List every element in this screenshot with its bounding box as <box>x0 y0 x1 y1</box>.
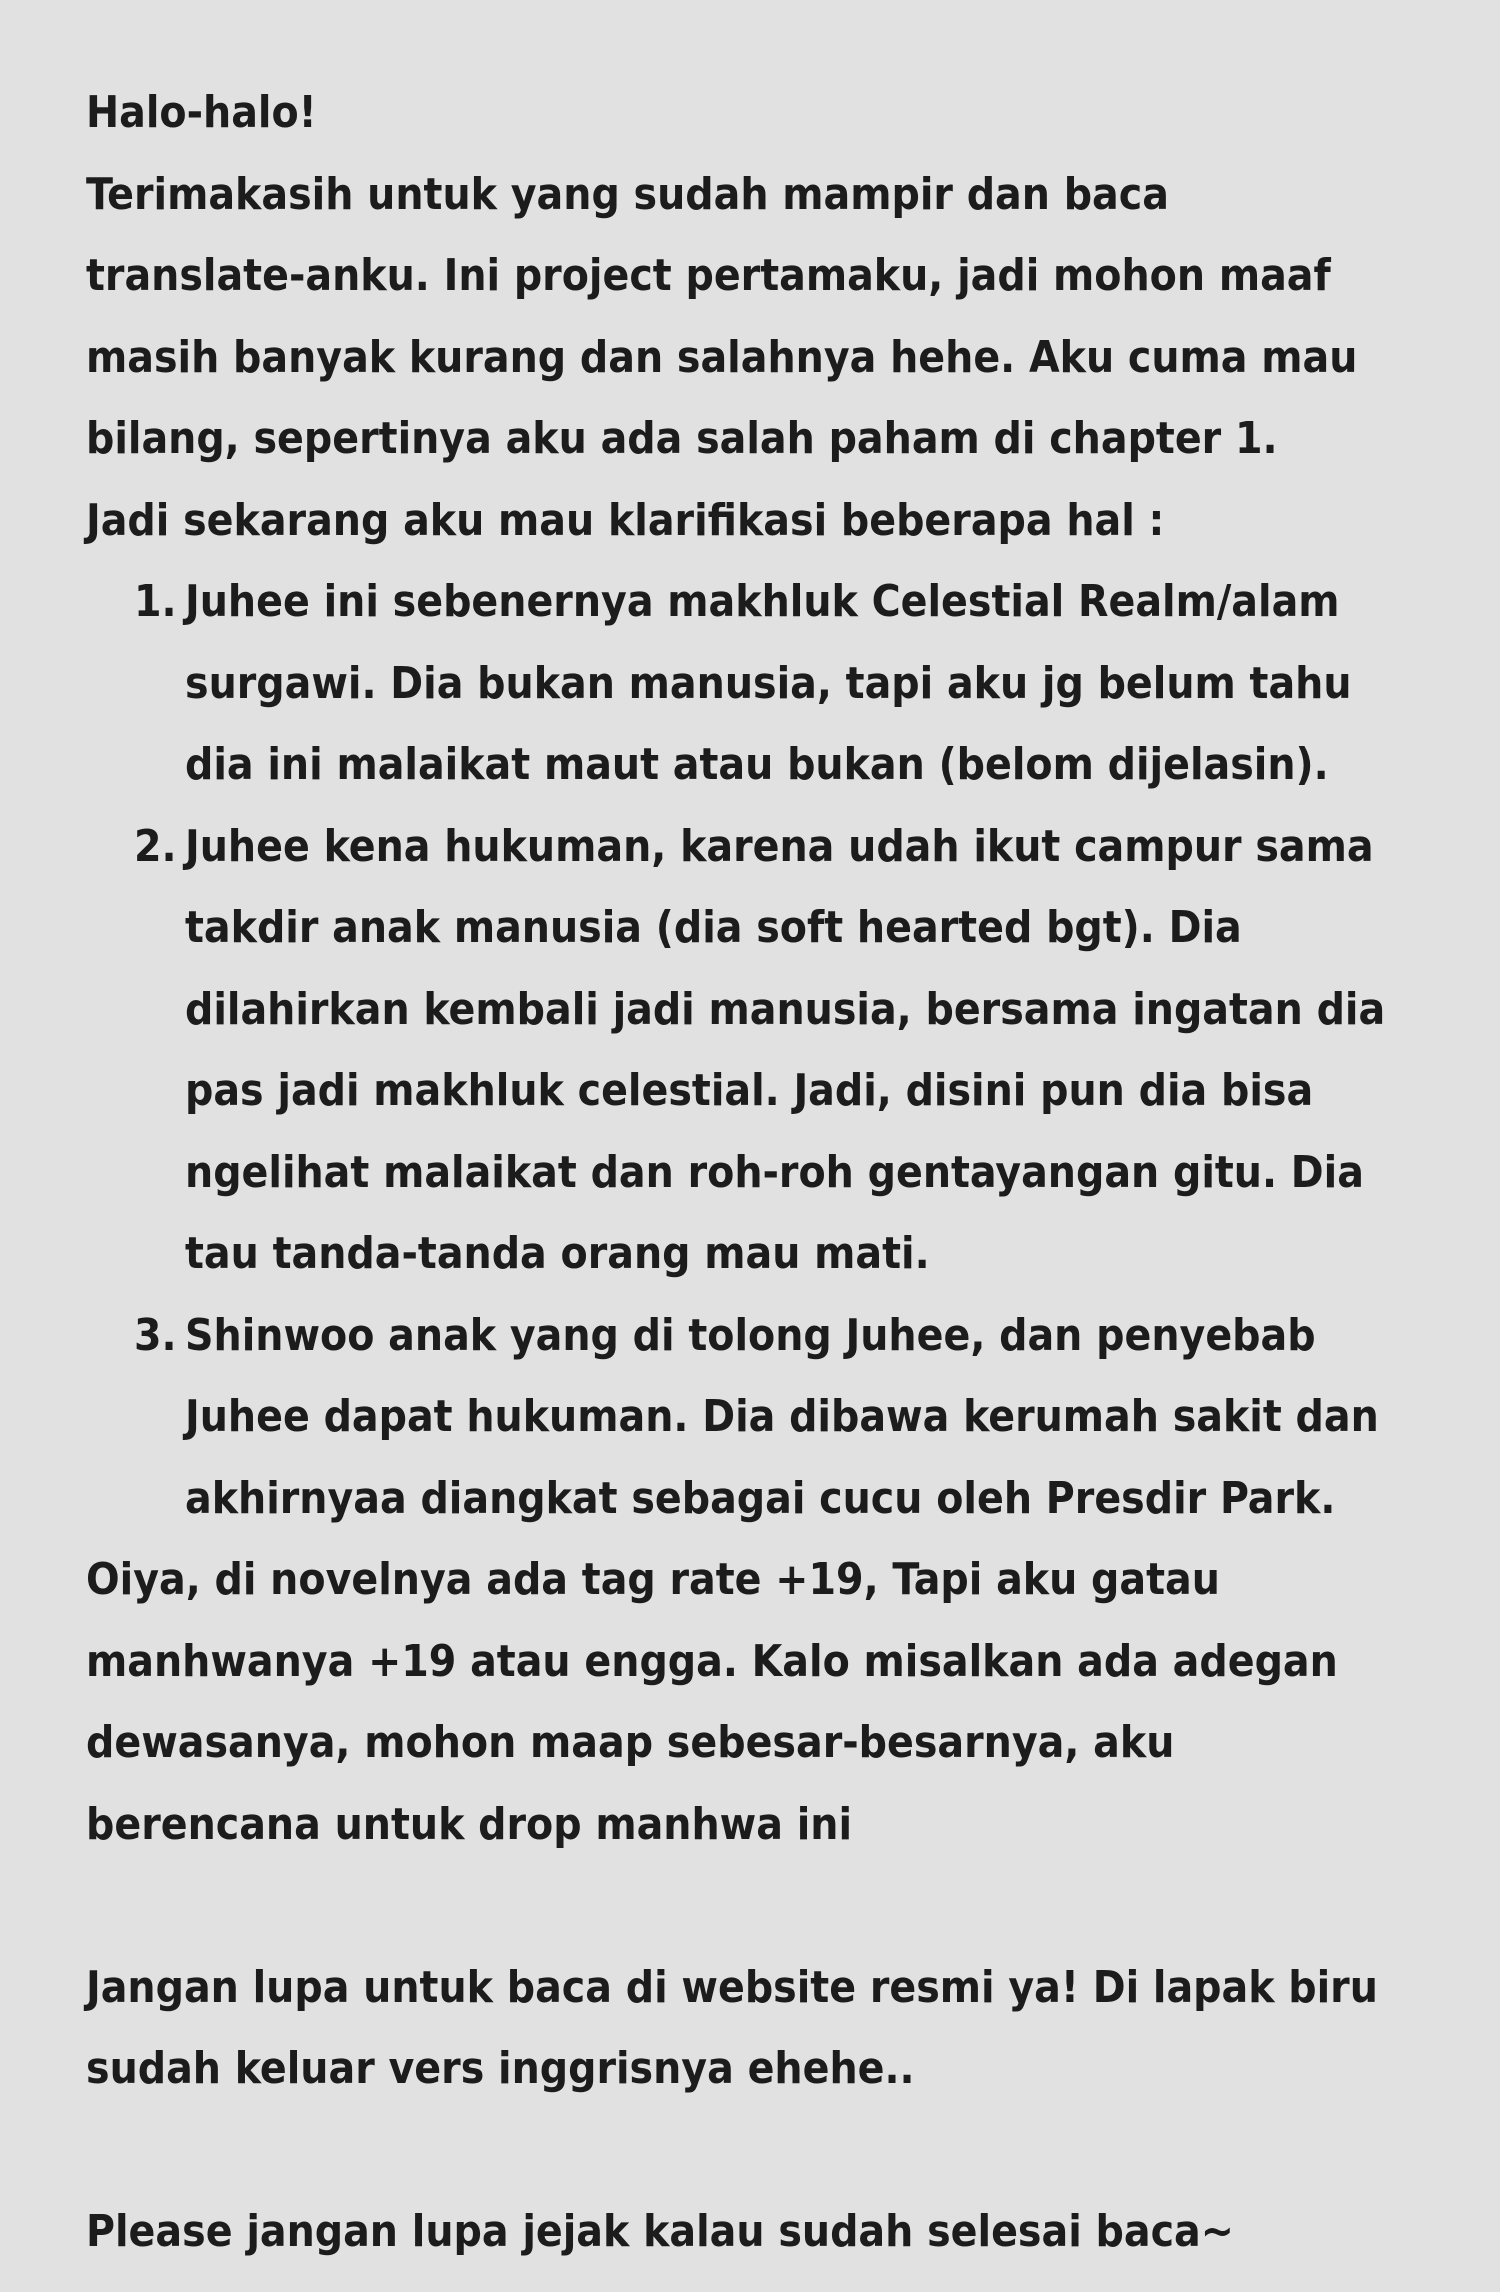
reminder-line: Jangan lupa untuk baca di website resmi ya! Di lapak biru <box>86 1961 1378 2013</box>
list-item-line: dia ini malaikat maut atau bukan (belom dijelasin). <box>185 739 1329 790</box>
closing-line: Please jangan lupa jejak kalau sudah selesai baca~ <box>86 2206 1234 2257</box>
list-item-line: dilahirkan kembali jadi manusia, bersama ingatan dia <box>185 983 1386 1035</box>
rating-note-paragraph <box>86 1539 1416 1865</box>
note-line: manhwanya +19 atau engga. Kalo misalkan ada adegan <box>86 1635 1338 1687</box>
list-item <box>86 561 1416 806</box>
list-item-number: 2. <box>134 820 177 872</box>
list-item-line: akhirnyaa diangkat sebagai cucu oleh Presdir Park. <box>185 1472 1336 1524</box>
intro-line: bilang, sepertinya aku ada salah paham di chapter 1. <box>86 413 1278 464</box>
list-item-line: surgawi. Dia bukan manusia, tapi aku jg belum tahu <box>185 657 1352 709</box>
list-item-line: Juhee dapat hukuman. Dia dibawa kerumah sakit dan <box>185 1391 1379 1442</box>
list-item <box>86 806 1416 1295</box>
paragraph-spacer <box>86 2110 1416 2192</box>
note-line: Oiya, di novelnya ada tag rate +19, Tapi aku gatau <box>86 1554 1220 1605</box>
list-item-number: 3. <box>134 1309 177 1361</box>
note-line: dewasanya, mohon maap sebesar-besarnya, aku <box>86 1717 1175 1768</box>
reminder-paragraph <box>86 1947 1416 2110</box>
translator-note <box>86 72 1416 2273</box>
paragraph-spacer <box>86 1865 1416 1947</box>
intro-line: Terimakasih untuk yang sudah mampir dan baca <box>86 168 1169 220</box>
list-item-line: Shinwoo anak yang di tolong Juhee, dan penyebab <box>185 1309 1316 1361</box>
list-item-number: 1. <box>134 576 177 627</box>
reminder-line: sudah keluar vers inggrisnya ehehe.. <box>86 2043 915 2094</box>
greeting: Halo-halo! <box>86 87 317 138</box>
list-item-line: tau tanda-tanda orang mau mati. <box>185 1228 930 1279</box>
intro-line: translate-anku. Ini project pertamaku, jadi mohon maaf <box>86 250 1331 301</box>
list-item-line: takdir anak manusia (dia soft hearted bgt). Dia <box>185 902 1242 953</box>
intro-line: masih banyak kurang dan salahnya hehe. Aku cuma mau <box>86 331 1358 383</box>
clarification-list <box>86 561 1416 1539</box>
list-item-line: ngelihat malaikat dan roh-roh gentayangan gitu. Dia <box>185 1146 1364 1198</box>
intro-paragraph <box>86 154 1416 562</box>
list-item-line: pas jadi makhluk celestial. Jadi, disini pun dia bisa <box>185 1065 1314 1116</box>
list-item <box>86 1295 1416 1540</box>
list-item-line: Juhee kena hukuman, karena udah ikut campur sama <box>185 820 1374 872</box>
note-line: berencana untuk drop manhwa ini <box>86 1798 853 1850</box>
intro-line: Jadi sekarang aku mau klarifikasi beberapa hal : <box>86 494 1165 546</box>
list-item-line: Juhee ini sebenernya makhluk Celestial Realm/alam <box>185 576 1340 627</box>
